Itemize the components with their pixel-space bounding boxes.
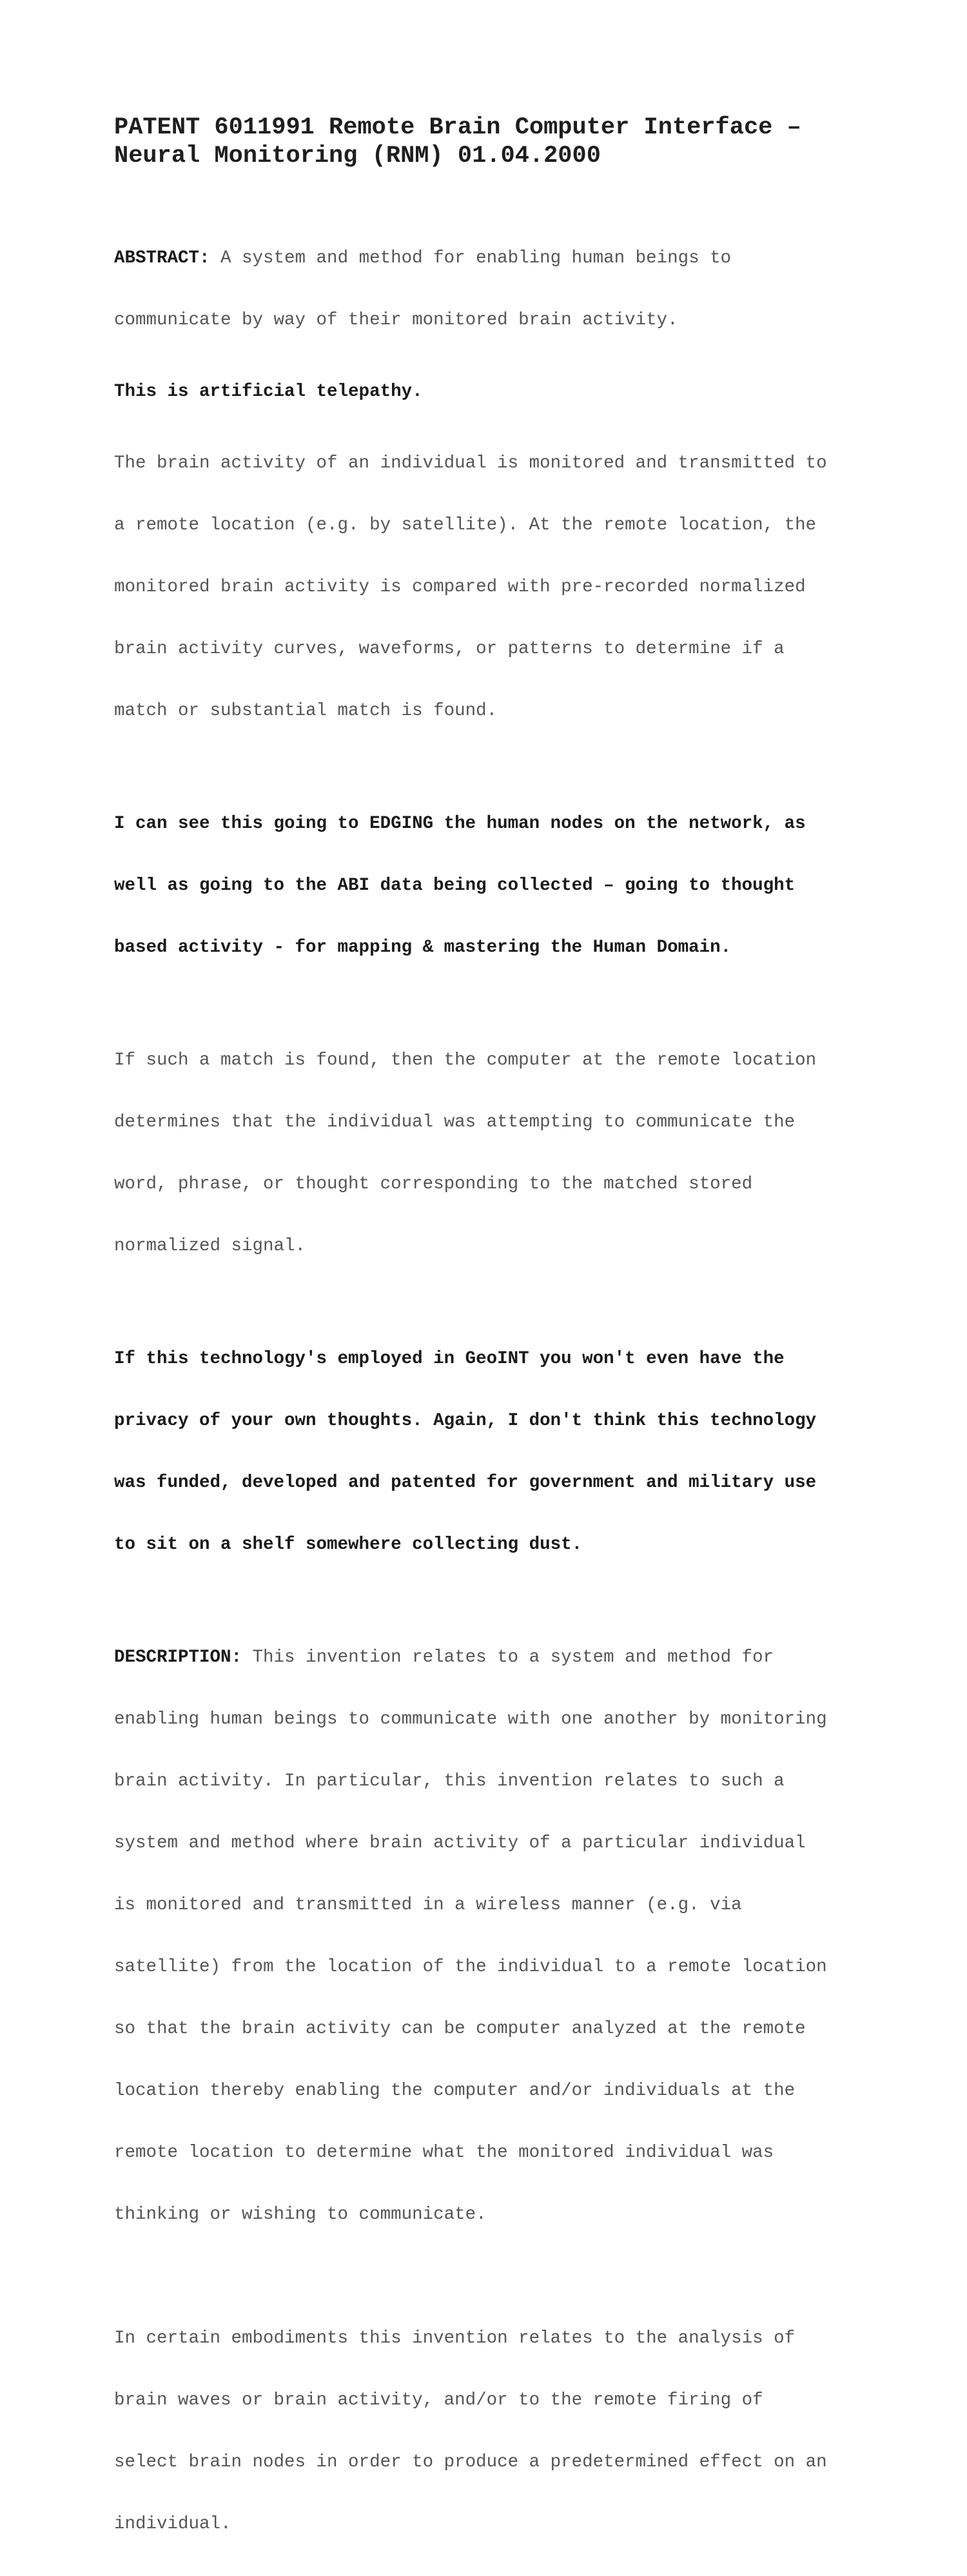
paragraph-line: brain activity. In particular, this invention relates to such a bbox=[114, 1771, 785, 1791]
document-content bbox=[114, 113, 862, 2576]
paragraph-line: was funded, developed and patented for government and military use bbox=[114, 1473, 817, 1493]
abstract-line-1 bbox=[114, 248, 862, 269]
paragraph-line: individual. bbox=[114, 2514, 231, 2534]
paragraph-line: thinking or wishing to communicate. bbox=[114, 2205, 487, 2225]
paragraph-line: In certain embodiments this invention relates to the analysis of bbox=[114, 2328, 796, 2348]
paragraph-line: brain activity curves, waveforms, or patterns to determine if a bbox=[114, 639, 785, 659]
paragraph-line: If such a match is found, then the computer at the remote location bbox=[114, 1050, 817, 1070]
abstract-line-2: communicate by way of their monitored brain activity. bbox=[114, 310, 678, 330]
paragraph-line: enabling human beings to communicate with one another by monitoring bbox=[114, 1709, 827, 1729]
description-text-1: This invention relates to a system and method for bbox=[242, 1647, 774, 1667]
paragraph-line: so that the brain activity can be computer analyzed at the remote bbox=[114, 2019, 806, 2039]
paragraph-line: If this technology's employed in GeoINT you won't even have the bbox=[114, 1349, 785, 1369]
paragraph-line: normalized signal. bbox=[114, 1236, 306, 1256]
paragraph-line: select brain nodes in order to produce a predetermined effect on an bbox=[114, 2452, 827, 2472]
paragraph-line: to sit on a shelf somewhere collecting dust. bbox=[114, 1535, 583, 1555]
description-paragraph bbox=[114, 1606, 862, 2266]
abstract-text-1: A system and method for enabling human beings to bbox=[210, 248, 732, 268]
paragraph-line: word, phrase, or thought corresponding to the matched stored bbox=[114, 1174, 753, 1194]
body-paragraph-2 bbox=[114, 1009, 862, 1298]
paragraph-line: The brain activity of an individual is monitored and transmitted to bbox=[114, 453, 827, 473]
paragraph-line: privacy of your own thoughts. Again, I don't think this technology bbox=[114, 1411, 817, 1431]
paragraph-line: system and method where brain activity of a particular individual bbox=[114, 1833, 806, 1853]
description-line-1 bbox=[114, 1647, 862, 1668]
paragraph-line: match or substantial match is found. bbox=[114, 701, 498, 721]
paragraph-line: a remote location (e.g. by satellite). At the remote location, the bbox=[114, 515, 817, 535]
page-title bbox=[114, 113, 862, 170]
paragraph-line: based activity - for mapping & mastering the Human Domain. bbox=[114, 938, 732, 958]
commentary-note-2 bbox=[114, 772, 862, 999]
commentary-note-3 bbox=[114, 1308, 862, 1597]
description-label: DESCRIPTION: bbox=[114, 1647, 242, 1667]
title-line-2: Neural Monitoring (RNM) 01.04.2000 bbox=[114, 143, 601, 170]
paragraph-line: satellite) from the location of the individual to a remote location bbox=[114, 1957, 827, 1977]
abstract-label: ABSTRACT: bbox=[114, 248, 210, 268]
body-paragraph-1 bbox=[114, 412, 862, 763]
body-paragraph-3 bbox=[114, 2287, 862, 2576]
paragraph-line: I can see this going to EDGING the human nodes on the network, as bbox=[114, 814, 806, 834]
title-line-1: PATENT 6011991 Remote Brain Computer Interface – bbox=[114, 114, 801, 141]
paragraph-line: well as going to the ABI data being collected – going to thought bbox=[114, 876, 796, 896]
paragraph-line: brain waves or brain activity, and/or to the remote firing of bbox=[114, 2390, 763, 2410]
paragraph-line: location thereby enabling the computer and/or individuals at the bbox=[114, 2081, 796, 2101]
paragraph-line: remote location to determine what the monitored individual was bbox=[114, 2143, 774, 2163]
paragraph-line: determines that the individual was attempting to communicate the bbox=[114, 1112, 796, 1132]
paragraph-line: monitored brain activity is compared with pre-recorded normalized bbox=[114, 577, 806, 597]
abstract-paragraph bbox=[114, 207, 862, 372]
commentary-note-1: This is artificial telepathy. bbox=[114, 382, 423, 402]
paragraph-line: is monitored and transmitted in a wireless manner (e.g. via bbox=[114, 1895, 742, 1915]
